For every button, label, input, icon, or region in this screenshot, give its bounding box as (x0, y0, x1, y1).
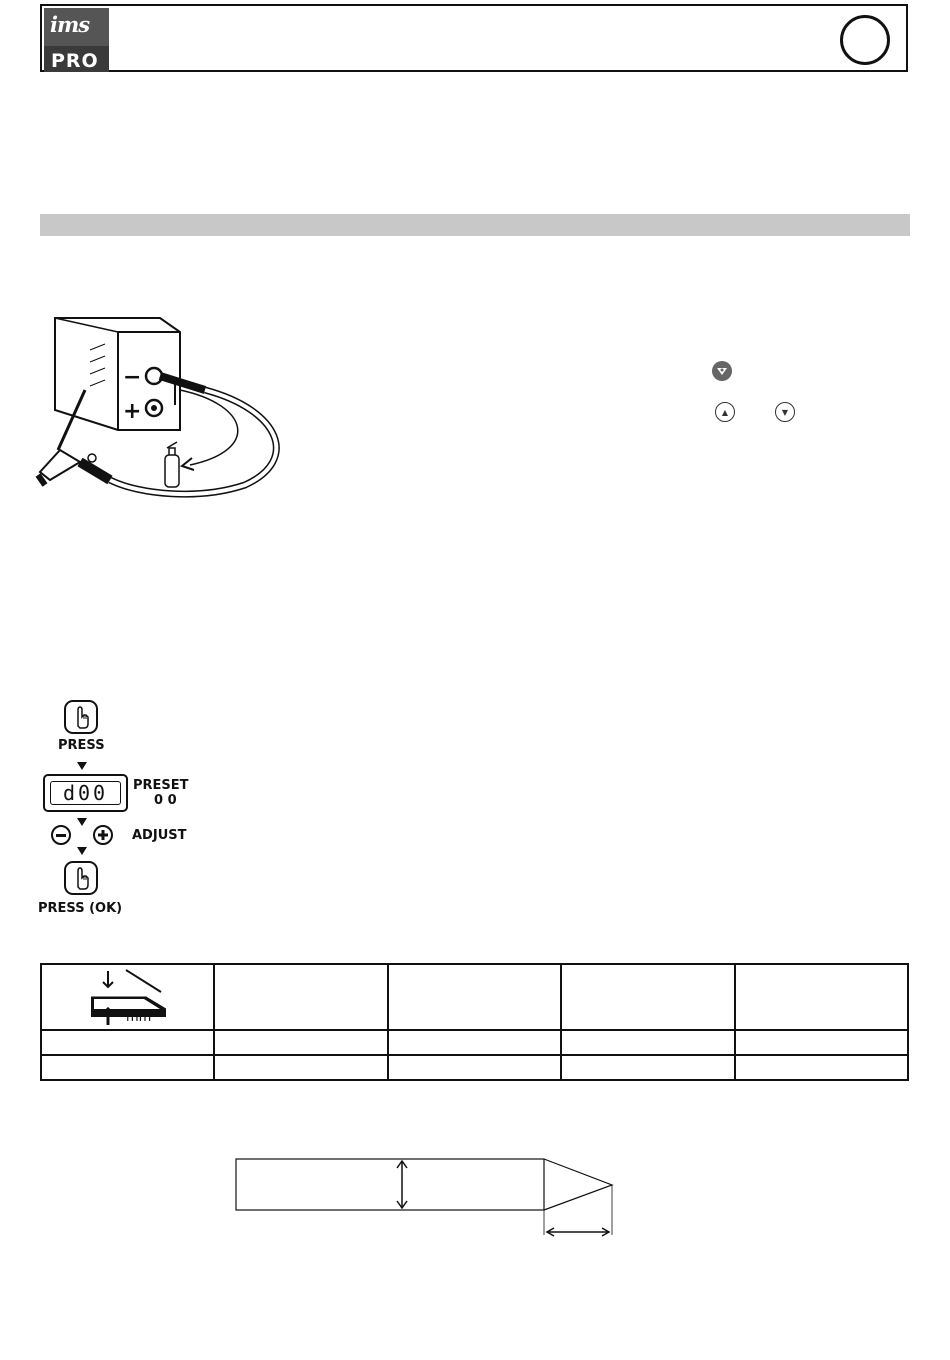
minus-icon (51, 825, 71, 845)
press-hand-icon (64, 700, 98, 734)
data-table (40, 963, 909, 1081)
table-row (41, 1055, 908, 1080)
settings-icon (712, 361, 732, 381)
lcd-display-value: d00 (50, 781, 121, 805)
table-header-cell (388, 964, 561, 1030)
table-cell (388, 1055, 561, 1080)
language-circle-icon (840, 15, 890, 65)
svg-text:−: − (123, 365, 142, 390)
step-arrow-1 (77, 762, 87, 770)
table-cell (561, 1030, 734, 1055)
procedure-steps (38, 700, 208, 920)
table-cell (214, 1030, 387, 1055)
unit-label: mm (126, 1010, 152, 1025)
table-header-cell (735, 964, 908, 1030)
arrow-up-icon: ▲ (715, 402, 735, 422)
table-cell (735, 1030, 908, 1055)
preset-label: PRESET (133, 778, 189, 793)
table-cell (561, 1055, 734, 1080)
plus-icon (93, 825, 113, 845)
table-cell (735, 1055, 908, 1080)
adjust-label: ADJUST (132, 828, 187, 843)
lcd-display (43, 774, 128, 812)
page-header (40, 4, 908, 72)
section-divider-bar (40, 214, 910, 236)
thickness-header-cell (41, 964, 214, 1030)
electrode-diagram (230, 1150, 630, 1245)
step-arrow-3 (77, 847, 87, 855)
table-header-row (41, 964, 908, 1030)
press-ok-hand-icon (64, 861, 98, 895)
table-cell (41, 1055, 214, 1080)
brand-logo (44, 8, 109, 72)
tig-welder-illustration (30, 310, 300, 505)
table-cell (214, 1055, 387, 1080)
press-label: PRESS (58, 738, 105, 753)
press-ok-label: PRESS (OK) (38, 901, 123, 916)
arrow-down-icon: ▼ (775, 402, 795, 422)
svg-text:+: + (123, 399, 142, 424)
table-header-cell (214, 964, 387, 1030)
preset-value: 0 0 (154, 793, 177, 808)
logo-brand-text: ims (50, 12, 90, 37)
table-row (41, 1030, 908, 1055)
step-arrow-2 (77, 818, 87, 826)
table-cell (388, 1030, 561, 1055)
table-cell (41, 1030, 214, 1055)
logo-pro-text: PRO (51, 50, 99, 72)
table-header-cell (561, 964, 734, 1030)
